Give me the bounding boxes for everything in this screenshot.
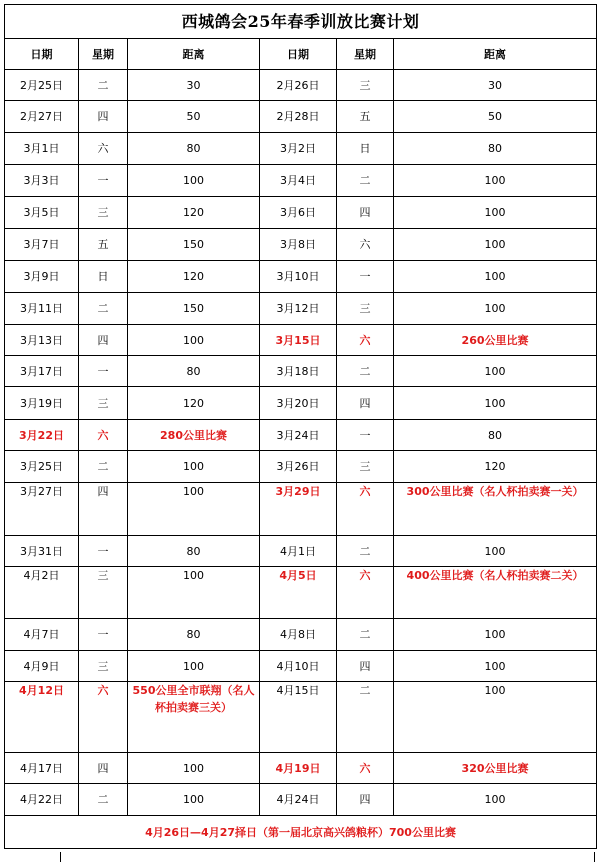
table-row	[5, 483, 597, 536]
distance-cell-left: 100	[128, 651, 260, 682]
weekday-cell-left: 一	[79, 619, 128, 651]
weekday-cell-right: 三	[337, 293, 394, 325]
weekday-cell-left: 三	[79, 651, 128, 682]
distance-cell-right: 400公里比赛（名人杯拍卖赛二关）	[394, 567, 597, 619]
date-cell-left: 3月11日	[5, 293, 79, 325]
title-row	[5, 5, 597, 39]
weekday-cell-left: 一	[79, 356, 128, 387]
date-cell-right: 3月10日	[260, 261, 337, 293]
distance-cell-right: 320公里比赛	[394, 753, 597, 784]
distance-cell-right: 100	[394, 293, 597, 325]
distance-cell-left: 100	[128, 784, 260, 816]
weekday-cell-left: 二	[79, 70, 128, 101]
weekday-cell-right: 一	[337, 420, 394, 451]
date-cell-left: 4月17日	[5, 753, 79, 784]
weekday-cell-left: 四	[79, 101, 128, 133]
date-cell-right: 4月8日	[260, 619, 337, 651]
distance-cell-right: 120	[394, 451, 597, 483]
distance-cell-right: 50	[394, 101, 597, 133]
distance-cell-left: 100	[128, 567, 260, 619]
header-distance-right: 距离	[394, 39, 597, 70]
weekday-cell-left: 一	[79, 165, 128, 197]
weekday-cell-right: 六	[337, 325, 394, 356]
date-cell-right: 3月24日	[260, 420, 337, 451]
distance-cell-left: 100	[128, 325, 260, 356]
weekday-cell-right: 二	[337, 619, 394, 651]
weekday-cell-right: 二	[337, 356, 394, 387]
table-row	[5, 70, 597, 101]
weekday-cell-left: 六	[79, 133, 128, 165]
weekday-cell-left: 三	[79, 197, 128, 229]
table-row	[5, 682, 597, 753]
weekday-cell-right: 六	[337, 483, 394, 536]
table-row	[5, 229, 597, 261]
header-date-right: 日期	[260, 39, 337, 70]
date-cell-left: 4月9日	[5, 651, 79, 682]
distance-cell-right: 100	[394, 356, 597, 387]
distance-cell-left: 50	[128, 101, 260, 133]
date-cell-left: 3月19日	[5, 387, 79, 420]
date-cell-right: 3月4日	[260, 165, 337, 197]
header-weekday-left: 星期	[79, 39, 128, 70]
distance-cell-right: 300公里比赛（名人杯拍卖赛一关）	[394, 483, 597, 536]
distance-cell-left: 120	[128, 261, 260, 293]
footer-row	[5, 816, 597, 849]
weekday-cell-left: 二	[79, 293, 128, 325]
weekday-cell-right: 三	[337, 70, 394, 101]
schedule-document	[4, 4, 597, 849]
table-row	[5, 325, 597, 356]
date-cell-left: 3月1日	[5, 133, 79, 165]
weekday-cell-right: 四	[337, 784, 394, 816]
header-distance-left: 距离	[128, 39, 260, 70]
weekday-cell-right: 四	[337, 651, 394, 682]
distance-cell-right: 100	[394, 651, 597, 682]
weekday-cell-left: 四	[79, 483, 128, 536]
header-row	[5, 39, 597, 70]
date-cell-right: 3月26日	[260, 451, 337, 483]
distance-cell-left: 30	[128, 70, 260, 101]
weekday-cell-right: 二	[337, 682, 394, 753]
table-row	[5, 165, 597, 197]
date-cell-left: 4月12日	[5, 682, 79, 753]
date-cell-right: 4月15日	[260, 682, 337, 753]
weekday-cell-left: 六	[79, 682, 128, 753]
weekday-cell-right: 六	[337, 567, 394, 619]
date-cell-right: 3月12日	[260, 293, 337, 325]
date-cell-right: 3月15日	[260, 325, 337, 356]
date-cell-right: 3月6日	[260, 197, 337, 229]
weekday-cell-left: 五	[79, 229, 128, 261]
date-cell-left: 3月17日	[5, 356, 79, 387]
distance-cell-right: 80	[394, 420, 597, 451]
weekday-cell-right: 二	[337, 165, 394, 197]
date-cell-left: 3月9日	[5, 261, 79, 293]
date-cell-right: 2月28日	[260, 101, 337, 133]
distance-cell-left: 150	[128, 293, 260, 325]
date-cell-left: 3月25日	[5, 451, 79, 483]
table-row	[5, 133, 597, 165]
date-cell-left: 3月3日	[5, 165, 79, 197]
schedule-table	[4, 4, 597, 849]
table-row	[5, 197, 597, 229]
date-cell-left: 2月25日	[5, 70, 79, 101]
weekday-cell-left: 二	[79, 451, 128, 483]
header-date-left: 日期	[5, 39, 79, 70]
distance-cell-left: 100	[128, 165, 260, 197]
weekday-cell-left: 六	[79, 420, 128, 451]
table-row	[5, 619, 597, 651]
distance-cell-right: 100	[394, 197, 597, 229]
table-row	[5, 753, 597, 784]
distance-cell-left: 100	[128, 483, 260, 536]
date-cell-right: 4月1日	[260, 536, 337, 567]
distance-cell-right: 100	[394, 784, 597, 816]
distance-cell-left: 80	[128, 356, 260, 387]
distance-cell-right: 100	[394, 229, 597, 261]
weekday-cell-left: 二	[79, 784, 128, 816]
weekday-cell-left: 三	[79, 567, 128, 619]
table-row	[5, 261, 597, 293]
date-cell-left: 4月7日	[5, 619, 79, 651]
weekday-cell-left: 四	[79, 753, 128, 784]
date-cell-right: 3月29日	[260, 483, 337, 536]
distance-cell-left: 80	[128, 536, 260, 567]
date-cell-right: 4月24日	[260, 784, 337, 816]
weekday-cell-right: 六	[337, 229, 394, 261]
date-cell-right: 3月8日	[260, 229, 337, 261]
trailing-border-left	[60, 852, 61, 862]
weekday-cell-left: 一	[79, 536, 128, 567]
date-cell-right: 3月2日	[260, 133, 337, 165]
table-row	[5, 420, 597, 451]
distance-cell-left: 150	[128, 229, 260, 261]
distance-cell-left: 280公里比赛	[128, 420, 260, 451]
distance-cell-right: 100	[394, 387, 597, 420]
date-cell-right: 2月26日	[260, 70, 337, 101]
date-cell-left: 3月13日	[5, 325, 79, 356]
distance-cell-left: 120	[128, 387, 260, 420]
weekday-cell-right: 四	[337, 387, 394, 420]
final-race-note: 4月26日—4月27择日（第一届北京高兴鸽粮杯）700公里比赛	[5, 816, 597, 849]
table-row	[5, 387, 597, 420]
header-weekday-right: 星期	[337, 39, 394, 70]
table-row	[5, 651, 597, 682]
weekday-cell-right: 三	[337, 451, 394, 483]
date-cell-left: 4月2日	[5, 567, 79, 619]
table-row	[5, 536, 597, 567]
table-row	[5, 293, 597, 325]
distance-cell-left: 550公里全市联翔（名人杯拍卖赛三关）	[128, 682, 260, 753]
date-cell-left: 3月22日	[5, 420, 79, 451]
distance-cell-left: 80	[128, 619, 260, 651]
distance-cell-right: 30	[394, 70, 597, 101]
distance-cell-left: 120	[128, 197, 260, 229]
weekday-cell-right: 二	[337, 536, 394, 567]
distance-cell-right: 100	[394, 165, 597, 197]
weekday-cell-right: 六	[337, 753, 394, 784]
distance-cell-left: 100	[128, 451, 260, 483]
date-cell-left: 3月27日	[5, 483, 79, 536]
table-row	[5, 101, 597, 133]
distance-cell-right: 80	[394, 133, 597, 165]
date-cell-left: 3月7日	[5, 229, 79, 261]
weekday-cell-right: 日	[337, 133, 394, 165]
table-row	[5, 567, 597, 619]
weekday-cell-left: 日	[79, 261, 128, 293]
date-cell-left: 2月27日	[5, 101, 79, 133]
table-row	[5, 451, 597, 483]
weekday-cell-right: 一	[337, 261, 394, 293]
distance-cell-left: 80	[128, 133, 260, 165]
table-row	[5, 784, 597, 816]
date-cell-right: 4月19日	[260, 753, 337, 784]
date-cell-right: 4月10日	[260, 651, 337, 682]
weekday-cell-right: 五	[337, 101, 394, 133]
date-cell-left: 3月5日	[5, 197, 79, 229]
distance-cell-right: 100	[394, 261, 597, 293]
table-row	[5, 356, 597, 387]
date-cell-right: 3月20日	[260, 387, 337, 420]
distance-cell-right: 100	[394, 536, 597, 567]
weekday-cell-left: 四	[79, 325, 128, 356]
trailing-border-right	[594, 852, 595, 862]
distance-cell-right: 100	[394, 619, 597, 651]
date-cell-right: 4月5日	[260, 567, 337, 619]
date-cell-right: 3月18日	[260, 356, 337, 387]
distance-cell-right: 100	[394, 682, 597, 753]
date-cell-left: 3月31日	[5, 536, 79, 567]
weekday-cell-left: 三	[79, 387, 128, 420]
distance-cell-left: 100	[128, 753, 260, 784]
distance-cell-right: 260公里比赛	[394, 325, 597, 356]
weekday-cell-right: 四	[337, 197, 394, 229]
date-cell-left: 4月22日	[5, 784, 79, 816]
page-title: 西城鸽会25年春季训放比赛计划	[5, 5, 597, 39]
